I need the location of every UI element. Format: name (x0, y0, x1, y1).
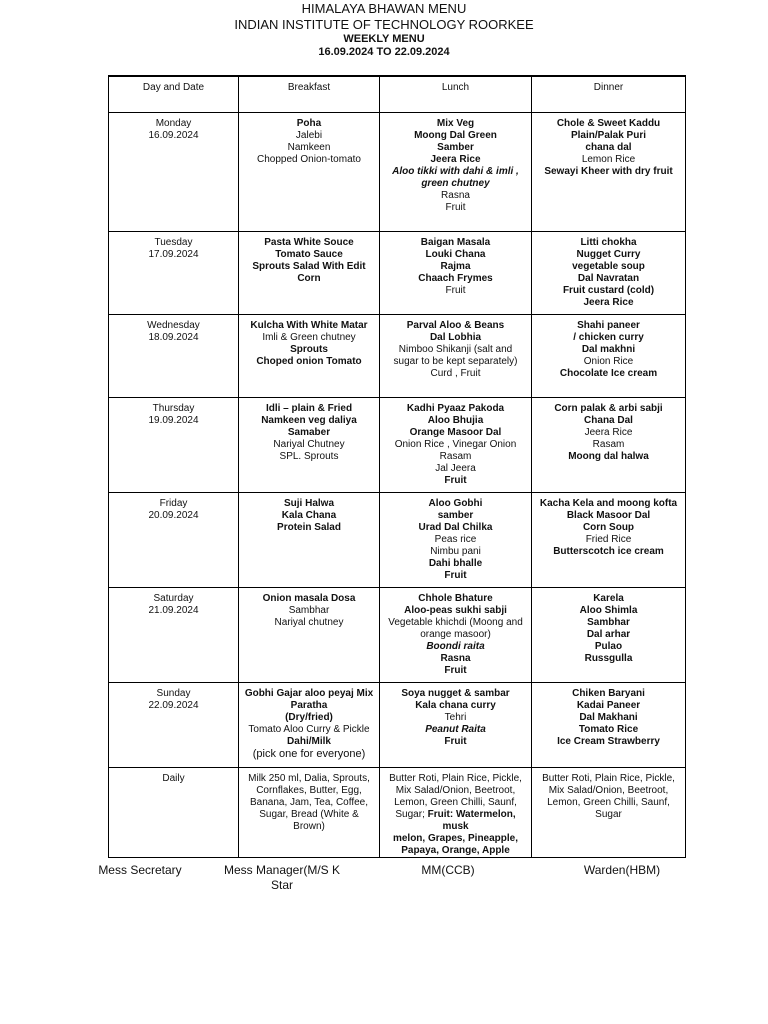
menu-item: Tomato Sauce (275, 249, 343, 260)
menu-item: Milk 250 ml, Dalia, Sprouts, (248, 773, 370, 784)
menu-item: Mix Salad/Onion, Beetroot, (395, 785, 516, 796)
menu-item: Ice Cream Strawberry (557, 736, 660, 747)
menu-item: Tomato Rice (578, 724, 639, 735)
signature-mm: MM(CCB) (421, 863, 475, 877)
day-date: 18.09.2024 (148, 332, 199, 343)
menu-item: Gobhi Gajar aloo peyaj Mix (244, 688, 374, 699)
day-cell (109, 232, 239, 315)
menu-item-part: Sugar; (395, 809, 428, 820)
menu-item: Suji Halwa (283, 498, 334, 509)
table-row-daily (109, 768, 686, 858)
menu-item: green chutney (421, 178, 490, 189)
lunch-cell (380, 683, 532, 768)
menu-item: Jeera Rice (584, 427, 633, 438)
breakfast-cell (239, 398, 380, 493)
menu-item: Corn Soup (582, 522, 635, 533)
dinner-cell (532, 398, 686, 493)
menu-item: Sambhar (288, 605, 330, 616)
day-date: 21.09.2024 (148, 605, 199, 616)
dinner-cell (532, 588, 686, 683)
menu-item: Idli – plain & Fried (265, 403, 353, 414)
menu-item: Pulao (594, 641, 623, 652)
menu-item: Fruit custard (cold) (562, 285, 655, 296)
menu-item: Corn (297, 273, 321, 284)
table-row-wednesday (109, 315, 686, 398)
table-row-thursday (109, 398, 686, 493)
menu-item: Fruit (444, 736, 467, 747)
day-name: Monday (155, 118, 192, 129)
menu-item: Dal Lobhia (429, 332, 482, 343)
menu-item: Rasam (592, 439, 625, 450)
day-cell (109, 588, 239, 683)
menu-item: Aloo Shimla (579, 605, 638, 616)
dinner-cell (532, 493, 686, 588)
menu-item: Sprouts (290, 344, 328, 355)
menu-item: Chana Dal (584, 415, 633, 426)
menu-item: Sewayi Kheer with dry fruit (544, 166, 673, 177)
menu-item: Aloo Bhujia (427, 415, 484, 426)
menu-item: Urad Dal Chilka (418, 522, 493, 533)
menu-item: Plain/Palak Puri (570, 130, 647, 141)
menu-type: WEEKLY MENU (343, 33, 425, 45)
menu-item: Fruit (444, 570, 467, 581)
menu-item: Sambhar (587, 617, 630, 628)
menu-item: / chicken curry (573, 332, 644, 343)
breakfast-cell (239, 493, 380, 588)
menu-item: Black Masoor Dal (566, 510, 651, 521)
menu-item: Onion Rice , Vinegar Onion (394, 439, 517, 450)
day-date: 22.09.2024 (148, 700, 199, 711)
day-date: 17.09.2024 (148, 249, 199, 260)
menu-item: Tomato Aloo Curry & Pickle (248, 724, 370, 735)
menu-item: Mix Salad/Onion, Beetroot, (548, 785, 669, 796)
menu-item: Kacha Kela and moong kofta (539, 498, 678, 509)
menu-item: Karela (593, 593, 624, 604)
menu-item: SPL. Sprouts (279, 451, 339, 462)
menu-item: Chopped Onion-tomato (257, 154, 361, 165)
day-name: Wednesday (147, 320, 200, 331)
column-header-lunch: Lunch (380, 76, 532, 113)
breakfast-cell (239, 113, 380, 232)
day-date: 19.09.2024 (148, 415, 199, 426)
menu-item: Rasam (439, 451, 472, 462)
menu-item: Fried Rice (585, 534, 632, 545)
menu-item: Lemon, Green Chilli, Saunf, (547, 797, 670, 808)
signature-mess-secretary: Mess Secretary (98, 863, 182, 877)
menu-item: samber (437, 510, 474, 521)
menu-item: Samaber (287, 427, 331, 438)
menu-item: Curd , Fruit (430, 368, 481, 379)
menu-item: Dal Makhani (579, 712, 638, 723)
lunch-cell (380, 768, 532, 858)
menu-item: Chhole Bhature (418, 593, 493, 604)
menu-item: Aloo-peas sukhi sabji (404, 605, 507, 616)
breakfast-cell (239, 768, 380, 858)
signature-mess-manager: Mess Manager(M/S K Star (223, 863, 341, 892)
menu-item: Papaya, Orange, Apple (401, 845, 510, 856)
table-row-tuesday (109, 232, 686, 315)
menu-item: Chocolate Ice cream (559, 368, 658, 379)
table-header-row (109, 76, 686, 113)
menu-item: Louki Chana (425, 249, 486, 260)
day-cell (109, 113, 239, 232)
menu-item: Samber (437, 142, 474, 153)
weekly-menu-table (108, 75, 686, 858)
signature-warden: Warden(HBM) (583, 863, 661, 877)
menu-item-part: Fruit: Watermelon, musk (427, 809, 516, 832)
lunch-cell (380, 493, 532, 588)
menu-item: Nimboo Shikanji (salt and (398, 344, 513, 355)
menu-item: Jeera Rice (430, 154, 481, 165)
menu-item: Orange Masoor Dal (409, 427, 502, 438)
menu-item: Fruit (445, 285, 466, 296)
menu-item: Aloo tikki with dahi & imli , (392, 166, 519, 177)
day-name: Sunday (156, 688, 191, 699)
menu-item: Protein Salad (277, 522, 341, 533)
breakfast-cell (239, 232, 380, 315)
date-range: 16.09.2024 TO 22.09.2024 (318, 46, 450, 58)
day-cell (109, 398, 239, 493)
menu-item: Jal Jeera (435, 463, 476, 474)
menu-item: Corn palak & arbi sabji (554, 403, 663, 414)
menu-item: Sugar (595, 809, 622, 820)
institute-title: INDIAN INSTITUTE OF TECHNOLOGY ROORKEE (234, 17, 534, 32)
table-row-friday (109, 493, 686, 588)
menu-item: Kadai Paneer (576, 700, 641, 711)
menu-item: Shahi paneer (577, 320, 640, 331)
menu-item: Sprouts Salad With Edit (252, 261, 366, 272)
menu-item: Nariyal Chutney (273, 439, 345, 450)
lunch-cell (380, 398, 532, 493)
day-cell (109, 683, 239, 768)
menu-item: Lemon Rice (581, 154, 636, 165)
dinner-cell (532, 768, 686, 858)
menu-item: Brown) (293, 821, 325, 832)
menu-item: Kadhi Pyaaz Pakoda (406, 403, 505, 414)
menu-item: Cornflakes, Butter, Egg, (256, 785, 362, 796)
menu-item: Rasna (440, 653, 471, 664)
menu-item: (pick one for everyone) (252, 748, 366, 760)
breakfast-cell (239, 683, 380, 768)
breakfast-cell (239, 588, 380, 683)
menu-item: Kulcha With White Matar (250, 320, 368, 331)
day-name: Tuesday (154, 237, 193, 248)
menu-item: Baigan Masala (420, 237, 491, 248)
menu-item: Poha (296, 118, 322, 129)
menu-item: Moong Dal Green (414, 130, 497, 141)
menu-item: Peanut Raita (425, 724, 486, 735)
table-row-sunday (109, 683, 686, 768)
table-row-saturday (109, 588, 686, 683)
menu-item: Moong dal halwa (568, 451, 649, 462)
menu-item: (Dry/fried) (285, 712, 333, 723)
day-date: 16.09.2024 (148, 130, 199, 141)
menu-item: chana dal (585, 142, 632, 153)
menu-item: Rajma (440, 261, 471, 272)
menu-item: Rasna (441, 190, 470, 201)
dinner-cell (532, 113, 686, 232)
day-name: Saturday (153, 593, 194, 604)
menu-item: Namkeen (287, 142, 331, 153)
day-cell (109, 315, 239, 398)
menu-item: Dahi bhalle (428, 558, 483, 569)
menu-item: Sugar, Bread (White & (259, 809, 359, 820)
menu-item: Pasta White Souce (264, 237, 354, 248)
column-header-dinner: Dinner (532, 76, 686, 113)
menu-item: Paratha (290, 700, 328, 711)
day-name: Thursday (152, 403, 195, 414)
menu-item: Dal Navratan (577, 273, 640, 284)
menu-item: Fruit (445, 202, 466, 213)
lunch-cell (380, 232, 532, 315)
menu-item: Onion Rice (583, 356, 634, 367)
dinner-cell (532, 232, 686, 315)
day-name: Friday (159, 498, 188, 509)
menu-item: Russgulla (584, 653, 633, 664)
menu-item: Dal makhni (581, 344, 636, 355)
breakfast-cell (239, 315, 380, 398)
menu-item (383, 809, 528, 833)
menu-item: Nariyal chutney (274, 617, 344, 628)
menu-item: Kala chana curry (415, 700, 496, 711)
menu-item: Fruit (444, 665, 467, 676)
column-header-breakfast: Breakfast (239, 76, 380, 113)
menu-item: Jeera Rice (583, 297, 634, 308)
lunch-cell (380, 588, 532, 683)
menu-item: Fruit (444, 475, 467, 486)
menu-item: Dal arhar (586, 629, 631, 640)
menu-item: Imli & Green chutney (262, 332, 356, 343)
column-header-day: Day and Date (109, 76, 239, 113)
menu-item: sugar to be kept separately) (393, 356, 518, 367)
dinner-cell (532, 683, 686, 768)
menu-item: orange masoor) (420, 629, 491, 640)
menu-item: Litti chokha (580, 237, 637, 248)
menu-item: Aloo Gobhi (428, 498, 483, 509)
hostel-title: HIMALAYA BHAWAN MENU (301, 1, 467, 16)
table-row-monday (109, 113, 686, 232)
menu-item: Onion masala Dosa (262, 593, 356, 604)
menu-item: Nimbu pani (430, 546, 481, 557)
menu-item: Boondi raita (426, 641, 485, 652)
menu-item: Jalebi (295, 130, 323, 141)
menu-item: Butter Roti, Plain Rice, Pickle, (389, 773, 522, 784)
menu-item: Butterscotch ice cream (553, 546, 664, 557)
menu-item: Butter Roti, Plain Rice, Pickle, (542, 773, 675, 784)
menu-item: Banana, Jam, Tea, Coffee, (249, 797, 369, 808)
day-date: 20.09.2024 (148, 510, 199, 521)
menu-item: Choped onion Tomato (256, 356, 362, 367)
menu-item: Kala Chana (281, 510, 337, 521)
menu-item: Chole & Sweet Kaddu (556, 118, 661, 129)
day-cell (109, 493, 239, 588)
day-cell (109, 768, 239, 858)
menu-item: Nugget Curry (576, 249, 641, 260)
menu-item: Namkeen veg daliya (261, 415, 357, 426)
menu-item: Vegetable khichdi (Moong and (388, 617, 523, 628)
menu-item: Dahi/Milk (287, 736, 331, 747)
menu-item: melon, Grapes, Pineapple, (392, 833, 519, 844)
menu-item: vegetable soup (572, 261, 645, 272)
menu-item: Chaach Frymes (418, 273, 493, 284)
menu-item: Tehri (444, 712, 467, 723)
lunch-cell (380, 113, 532, 232)
menu-header (0, 0, 768, 59)
menu-item: Lemon, Green Chilli, Saunf, (394, 797, 517, 808)
menu-item: Soya nugget & sambar (401, 688, 510, 699)
menu-item: Mix Veg (436, 118, 475, 129)
day-name: Daily (162, 773, 185, 784)
menu-item: Chiken Baryani (572, 688, 645, 699)
menu-item: Parval Aloo & Beans (406, 320, 505, 331)
menu-item: Peas rice (434, 534, 477, 545)
lunch-cell (380, 315, 532, 398)
dinner-cell (532, 315, 686, 398)
